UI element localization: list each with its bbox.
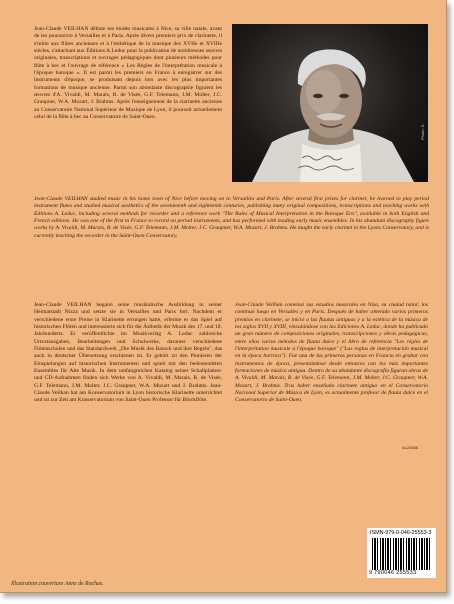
biography-spanish: Jean-Claude Veilhan comenzó sus estudios musicales en Niza, su ciudad natal; los continuó luego en Versalles y en París. Después de haber obtenido varios primeros premios en clarinete, se inició a las flautas antiguas y a la estética de la música de los siglos XVII y XVIII, vinculándose con las Ediciones A. Leduc, donde ha publicado un gran número de composiciones originales, transcripciones y obras pedagógicas, entre ellas varios métodos de flauta dulce y el libro de referencia "Les règles de l'interprétation musicale à l'époque baroque" ("Las reglas de interpretación musical en la época barroca"). Fue una de las primeras personas en Francia en grabar con instrumentos de época, presentándose desde entonces con los más importantes formaciones de música antigua. Dentro de su abundante discografía figuran obras de A. Vivaldi, M. Marais, R. de Visée, G.F. Telemann, J.M. Molter, J.C. Graupner, W.A. Mozart, J. Brahms. Tras haber enseñado clarinete antiguo en el Conservatorio Nacional Superior de Música de Lyon, es actualmente profesor de flauta dulce en el Conservatorio de Saint-Ouen.	[235, 302, 428, 404]
barcode-label	[367, 528, 436, 578]
biography-german: Jean-Claude VEILHAN begann seine musikalische Ausbildung in seiner Heimatstadt Nizza und setzte sie in Versailles und Paris fort. Nachdem er verschiedene erste Preise in Klarinette errungen hatte, erlernte er das Spiel auf historischen Flöten und interessierte sich für die Ästhetik der Musik des 17. und 18. Jahrhunderts. Er veröffentlichte im Musikverlag A. Leduc zahlreiche Urtextausgaben, Bearbeitungen und Schulwerke, darunter verschiedene Flötenschulen und das Standardwerk „Die Musik des Barock und ihre Regeln", das auch in deutscher Übersetzung erschienen ist. Er gehört zu den Pionieren der Einspielungen auf historischen Instrumenten und spielt mit den bedeutendsten Ensembles für Alte Musik. In dem umfangreichen Katalog seiner Schallplatten- und CD-Aufnahmen finden sich Werke von A. Vivaldi, M. Marais, R. de Visée, G.F. Telemann, J.M. Molter, J.C. Graupner, W.A. Mozart und J. Brahms. Jean-Claude Veilhan hat am Konservatorium in Lyon historische Klarinette unterrichtet und ist zur Zeit am Konservatorium von Saint-Ouen Professor für Blockflöte.	[34, 302, 222, 404]
author-photo	[232, 24, 428, 182]
biography-english: Jean-Claude VEILHAN studied music in his home town of Nice before moving on to Versailles and Paris. After several first prizes for clarinet, he learned to play period instrument flutes and studied musical aesthetics of the seventeenth and eighteenth centuries, publishing many original compositions, transcriptions and teaching works with Éditions A. Leduc, including several methods for recorder and a reference work "The Rules of Musical Interpretation in the Baroque Era", available in both English and French editions. He was one of the first in France to record on period instruments, and has performed with leading early music ensembles. In his abundant discography figure works by A. Vivaldi, M. Marais, R. de Visée, G.F. Telemann, J.M. Molter, J.C. Graupner, W.A. Mozart, J. Brahms. He taught the early clarinet in the Lyons Conservatory, and is currently teaching the recorder in the Saint-Ouen Conservatory.	[34, 196, 429, 239]
barcode-digits: 9 790046 255533	[369, 570, 417, 576]
biography-french: Jean-Claude VEILHAN débute ses études musicales à Nice, sa ville natale, avant de les poursuivre à Versailles et à Paris. Après divers premiers prix de clarinette, il s'initie aux flûtes anciennes et à l'esthétique de la musique des XVIIe et XVIIIe siècles, s'attachant aux Éditions A.Leduc pour la publication de nombreuses œuvres originales, transcriptions et ouvrages pédagogiques dont plusieurs méthodes pour flûte à bec et l'ouvrage de référence « Les Règles de l'interprétation musicale à l'époque baroque ». Il est parmi les premiers en France à enregistrer sur des instruments d'époque, se produisant depuis lors avec les plus importantes formations de musique ancienne. Parmi son abondante discographie figurent les œuvres d'A. Vivaldi, M. Marais, R. de Visée, G.F. Telemann, J.M. Molter, J.C. Graupner, W.A. Mozart, J. Brahms. Après l'enseignement de la clarinette ancienne au Conservatoire National Supérieur de Musique de Lyon, il poursuit actuellement celui de la flûte à bec au Conservatoire de Saint-Ouen.	[34, 26, 222, 121]
isbn-number: ISMN-979-0-046-25553-3	[370, 530, 432, 536]
catalog-number: AL22866	[402, 445, 419, 450]
barcode-icon	[372, 538, 432, 570]
illustration-credit: Illustration couverture Anne de Rochas.	[11, 581, 104, 587]
photo-credit: Photo: S.	[420, 123, 425, 140]
